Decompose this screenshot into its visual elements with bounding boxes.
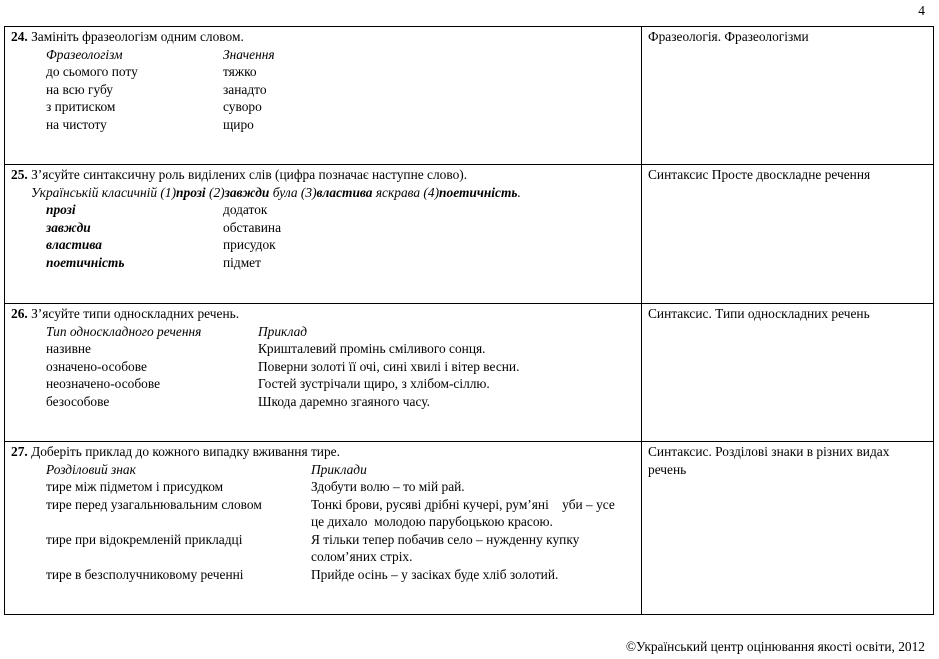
- footer-copyright: ©Український центр оцінювання якості освіти, 2012: [625, 639, 925, 654]
- cell: тире перед узагальнювальним словом: [46, 496, 262, 512]
- cell: тире між підметом і присудком: [46, 479, 224, 494]
- cell: на чистоту: [46, 116, 107, 132]
- header: Розділовий знак: [46, 461, 136, 477]
- cell: занадто: [223, 81, 267, 97]
- cell: означено-особове: [46, 358, 147, 374]
- cell: тире в безсполучниковому реченні: [46, 566, 244, 582]
- list-item: [46, 478, 641, 496]
- task-text: Доберіть приклад до кожного випадку вживання тире.: [27, 444, 340, 459]
- task-number: 24.: [11, 29, 28, 44]
- task-row-25: [5, 165, 933, 304]
- text: яскрава (4): [372, 184, 440, 200]
- text: .: [517, 184, 521, 200]
- list-item: [46, 63, 641, 81]
- list-item: [46, 81, 641, 99]
- task-row-27: [5, 442, 933, 615]
- task-topic: Синтаксис. Розділові знаки в різних видах речень: [648, 444, 890, 477]
- task-title: [11, 443, 641, 461]
- text: Українській класичній (1): [31, 184, 177, 200]
- cell: тире при відокремленій прикладці: [46, 531, 243, 547]
- task-topic: Синтаксис. Типи односкладних речень: [648, 306, 870, 321]
- cell: називне: [46, 341, 91, 356]
- task-number: 27.: [11, 444, 28, 459]
- cell: до сьомого поту: [46, 64, 138, 79]
- task-content: [5, 27, 642, 164]
- cell: завжди: [46, 219, 91, 235]
- cell: суворо: [223, 99, 262, 114]
- task-title: [11, 166, 641, 184]
- cell: тяжко: [223, 64, 257, 79]
- list-item: [46, 219, 641, 237]
- cell: прозі: [46, 202, 76, 217]
- cell: властива: [46, 237, 102, 252]
- cell: додаток: [223, 202, 268, 217]
- list-item: [46, 116, 641, 134]
- list-item: [46, 358, 641, 376]
- tasks-table: [4, 26, 934, 615]
- list-item: [46, 496, 641, 531]
- highlighted-word: прозі: [176, 184, 206, 200]
- cell: Гостей зустрічали щиро, з хлібом-сіллю.: [258, 376, 490, 391]
- task-content: [5, 442, 642, 614]
- task-title: [11, 305, 641, 323]
- header: Тип односкладного речення: [46, 323, 202, 339]
- header: Приклади: [311, 461, 367, 477]
- task-row-26: [5, 304, 933, 442]
- list-item: [46, 531, 641, 566]
- cell: Прийде осінь – у засіках буде хліб золотий.: [311, 566, 559, 582]
- cell: Я тільки тепер побачив село – нужденну купку солом’яних стріх.: [311, 531, 580, 564]
- highlighted-word: поетичність: [439, 184, 518, 200]
- task-text: Замініть фразеологізм одним словом.: [27, 29, 244, 44]
- cell: безособове: [46, 393, 110, 409]
- highlighted-word: завжди: [224, 184, 270, 200]
- cell: неозначено-особове: [46, 376, 161, 391]
- cell: підмет: [223, 254, 261, 270]
- text: була (3): [269, 184, 317, 200]
- cell: з притиском: [46, 99, 116, 114]
- highlighted-word: властива: [316, 184, 373, 200]
- task-number: 26.: [11, 306, 28, 321]
- cell: Шкода даремно згаяного часу.: [258, 393, 430, 409]
- task-topic: Синтаксис Просте двоскладне речення: [648, 167, 871, 182]
- task-content: [5, 304, 642, 441]
- list-item: [46, 340, 641, 358]
- list-item: [46, 201, 641, 219]
- page-number: 4: [918, 3, 925, 18]
- cell: Кришталевий промінь сміливого сонця.: [258, 341, 486, 356]
- task-content: [5, 165, 642, 303]
- list-item: [46, 236, 641, 254]
- cell: Здобути волю – то мій рай.: [311, 479, 465, 494]
- cell: на всю губу: [46, 81, 114, 97]
- task-number: 25.: [11, 167, 28, 182]
- cell: обставина: [223, 219, 282, 235]
- column-headers: [46, 461, 641, 479]
- task-text: З’ясуйте типи односкладних речень.: [27, 306, 240, 321]
- cell: присудок: [223, 237, 276, 252]
- task-topic: Фразеологія. Фразеологізми: [648, 29, 809, 44]
- list-item: [46, 566, 641, 584]
- cell: щиро: [223, 116, 254, 132]
- column-headers: [46, 323, 641, 341]
- text: (2): [205, 184, 225, 200]
- task-text: З’ясуйте синтаксичну роль виділених слів (цифра позначає наступне слово).: [27, 167, 468, 182]
- cell: Тонкі брови, русяві дрібні кучері, рум’яні уби – усе це дихало молодою парубоцькою красою.: [311, 496, 619, 529]
- column-headers: [46, 46, 641, 64]
- task-row-24: [5, 27, 933, 165]
- header: Фразеологізм: [46, 46, 123, 62]
- cell: поетичність: [46, 254, 125, 270]
- example-sentence: [11, 184, 641, 202]
- task-title: [11, 28, 641, 46]
- list-item: [46, 393, 641, 411]
- list-item: [46, 375, 641, 393]
- list-item: [46, 254, 641, 272]
- cell: Поверни золоті її очі, сині хвилі і вітер весни.: [258, 358, 520, 374]
- header: Приклад: [258, 323, 308, 339]
- list-item: [46, 98, 641, 116]
- header: Значення: [223, 46, 275, 62]
